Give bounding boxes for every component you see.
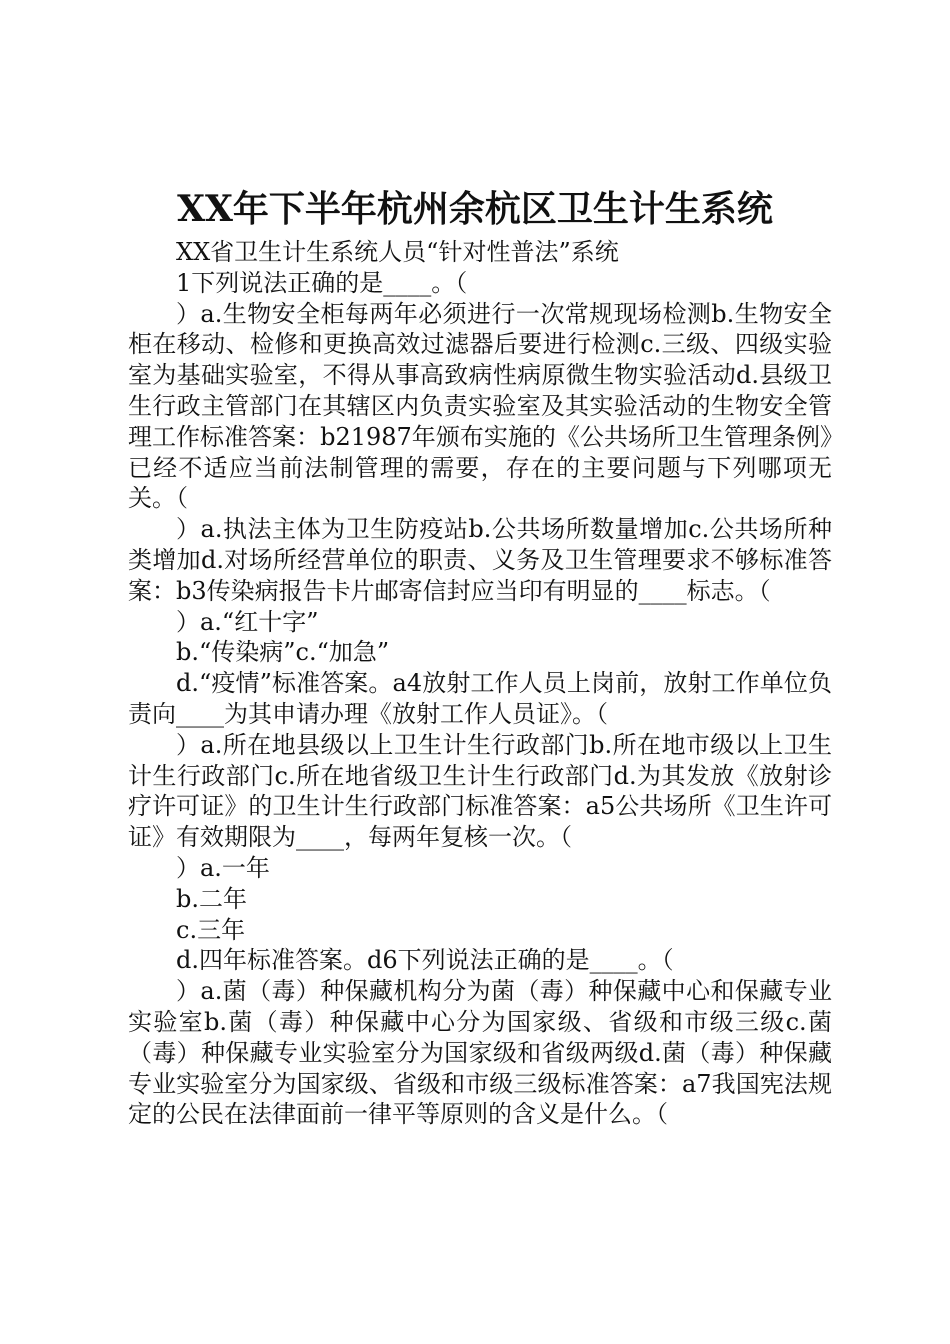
paragraph: ）a.“红十字” <box>176 607 319 636</box>
document-body <box>128 237 832 1130</box>
paragraph: b.“传染病”c.“加急” <box>176 638 390 667</box>
paragraph: d.四年标准答案。d6下列说法正确的是____。（ <box>176 946 674 975</box>
paragraph: ）a.执法主体为卫生防疫站b.公共场所数量增加c.公共场所种类增加d.对场所经营单位的职责、义务及卫生管理要求不够标准答案：b3传染病报告卡片邮寄信封应当印有明显的____标志。（ <box>128 515 832 605</box>
paragraph: b.二年 <box>176 884 247 913</box>
paragraph: 1下列说法正确的是____。（ <box>176 268 468 297</box>
paragraph: ）a.所在地县级以上卫生计生行政部门b.所在地市级以上卫生计生行政部门c.所在地省级卫生计生行政部门d.为其发放《放射诊疗许可证》的卫生计生行政部门标准答案：a5公共场所《卫生许可证》有效期限为____，每两年复核一次。（ <box>128 730 832 852</box>
paragraph: ）a.一年 <box>176 853 270 882</box>
paragraph: ）a.菌（毒）种保藏机构分为菌（毒）种保藏中心和保藏专业实验室b.菌（毒）种保藏中心分为国家级、省级和市级三级c.菌（毒）种保藏专业实验室分为国家级和省级两级d.菌（毒）种保藏专业实验室分为国家级、省级和市级三级标准答案：a7我国宪法规定的公民在法律面前一律平等原则的含义是什么。（ <box>128 977 832 1129</box>
paragraph: XX省卫生计生系统人员“针对性普法”系统 <box>176 238 619 266</box>
paragraph: ）a.生物安全柜每两年必须进行一次常规现场检测b.生物安全柜在移动、检修和更换高效过滤器后要进行检测c.三级、四级实验室为基础实验室，不得从事高致病性病原微生物实验活动d.县级卫生行政主管部门在其辖区内负责实验室及其实验活动的生物安全管理工作标准答案：b21987年颁布实施的《公共场所卫生管理条例》已经不适应当前法制管理的需要，存在的主要问题与下列哪项无关。（ <box>128 299 832 513</box>
paragraph: c.三年 <box>176 915 246 944</box>
paragraph: d.“疫情”标准答案。a4放射工作人员上岗前，放射工作单位负责向____为其申请办理《放射工作人员证》。（ <box>128 669 832 728</box>
document-title: XX年下半年杭州余杭区卫生计生系统 <box>177 188 773 230</box>
